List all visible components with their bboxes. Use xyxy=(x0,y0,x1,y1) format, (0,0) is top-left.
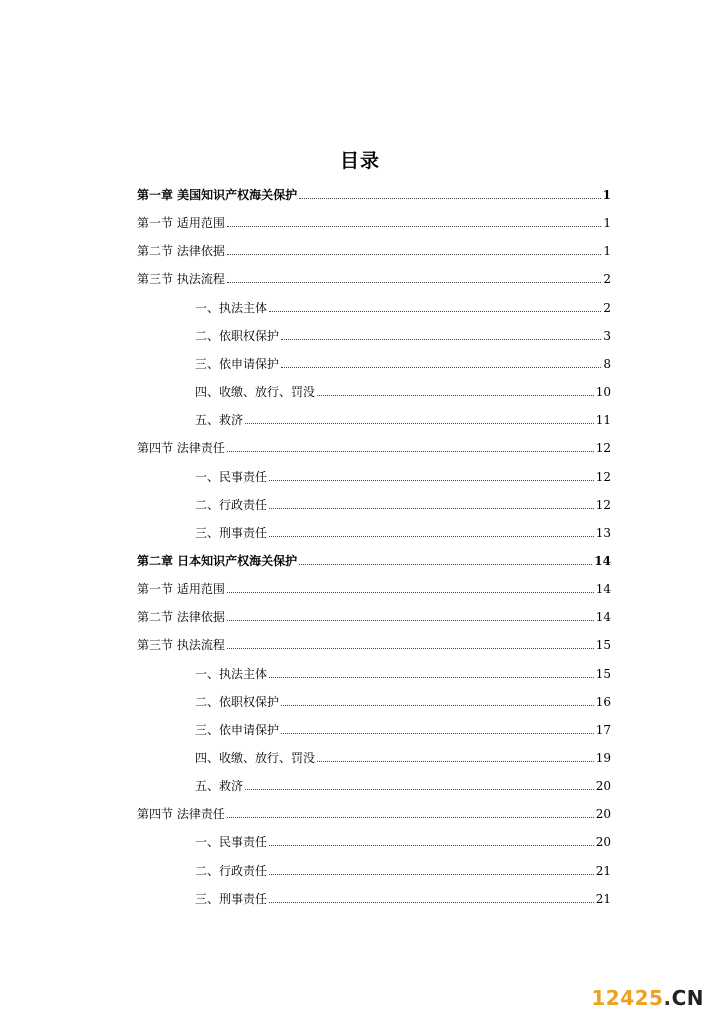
toc-subsection-entry[interactable] xyxy=(195,858,611,878)
toc-dot-leader xyxy=(269,311,601,312)
toc-subsection-entry[interactable] xyxy=(195,379,611,399)
toc-entry-label: 第一节 适用范围 xyxy=(137,216,225,230)
toc-subsection-entry[interactable] xyxy=(195,886,611,906)
toc-chapter-entry[interactable] xyxy=(137,548,611,568)
toc-entry-label: 第二节 法律依据 xyxy=(137,610,225,624)
toc-dot-leader xyxy=(299,564,592,565)
toc-dot-leader xyxy=(269,677,594,678)
toc-page-number: 16 xyxy=(595,695,611,709)
watermark-number: 12425 xyxy=(591,986,664,1010)
toc-entry-label: 二、行政责任 xyxy=(195,864,268,878)
toc-subsection-entry[interactable] xyxy=(195,351,611,371)
toc-entry-label: 第二节 法律依据 xyxy=(137,244,225,258)
toc-entry-label: 第一节 适用范围 xyxy=(137,582,225,596)
toc-section-entry[interactable] xyxy=(137,576,611,596)
toc-dot-leader xyxy=(245,789,594,790)
toc-page-number: 2 xyxy=(603,272,611,286)
toc-entry-label: 五、救济 xyxy=(195,779,244,793)
toc-subsection-entry[interactable] xyxy=(195,689,611,709)
toc-title: 目录 xyxy=(339,150,380,172)
toc-subsection-entry[interactable] xyxy=(195,520,611,540)
toc-page-number: 3 xyxy=(603,329,611,343)
toc-subsection-entry[interactable] xyxy=(195,661,611,681)
toc-dot-leader xyxy=(227,817,594,818)
toc-entry-label: 一、执法主体 xyxy=(195,301,268,315)
toc-dot-leader xyxy=(269,902,594,903)
toc-page-number: 20 xyxy=(595,807,611,821)
toc-subsection-entry[interactable] xyxy=(195,295,611,315)
toc-page-number: 1 xyxy=(603,216,611,230)
toc-entry-label: 二、行政责任 xyxy=(195,498,268,512)
toc-entry-label: 四、收缴、放行、罚没 xyxy=(195,385,316,399)
toc-section-entry[interactable] xyxy=(137,266,611,286)
toc-entry-label: 一、民事责任 xyxy=(195,835,268,849)
toc-page-number: 15 xyxy=(595,667,611,681)
toc-subsection-entry[interactable] xyxy=(195,745,611,765)
toc-dot-leader xyxy=(269,480,594,481)
toc-page-number: 14 xyxy=(595,582,611,596)
toc-section-entry[interactable] xyxy=(137,435,611,455)
toc-entry-label: 三、依申请保护 xyxy=(195,723,280,737)
toc-subsection-entry[interactable] xyxy=(195,492,611,512)
toc-page-number: 12 xyxy=(595,470,611,484)
toc-subsection-entry[interactable] xyxy=(195,407,611,427)
toc-entry-label: 二、依职权保护 xyxy=(195,329,280,343)
toc-page-number: 8 xyxy=(603,357,611,371)
toc-entry-label: 三、依申请保护 xyxy=(195,357,280,371)
toc-subsection-entry[interactable] xyxy=(195,717,611,737)
toc-dot-leader xyxy=(245,423,594,424)
toc-entry-label: 二、依职权保护 xyxy=(195,695,280,709)
toc-page-number: 12 xyxy=(595,441,611,455)
toc-dot-leader xyxy=(269,536,594,537)
toc-dot-leader xyxy=(227,226,602,227)
toc-subsection-entry[interactable] xyxy=(195,323,611,343)
toc-subsection-entry[interactable] xyxy=(195,464,611,484)
watermark-suffix: CN xyxy=(671,986,704,1010)
toc-page-number: 12 xyxy=(595,498,611,512)
toc-entry-label: 第三节 执法流程 xyxy=(137,638,225,652)
toc-page-number: 14 xyxy=(595,610,611,624)
toc-dot-leader xyxy=(269,508,594,509)
toc-section-entry[interactable] xyxy=(137,801,611,821)
toc-entry-label: 第一章 美国知识产权海关保护 xyxy=(137,188,298,202)
toc-page-number: 19 xyxy=(595,751,611,765)
toc-page-number: 20 xyxy=(595,835,611,849)
toc-entry-label: 第二章 日本知识产权海关保护 xyxy=(137,554,298,568)
toc-dot-leader xyxy=(281,339,601,340)
toc-dot-leader xyxy=(299,198,600,199)
toc-dot-leader xyxy=(227,620,594,621)
toc-dot-leader xyxy=(317,761,594,762)
toc-page-number: 2 xyxy=(603,301,611,315)
toc-dot-leader xyxy=(317,395,594,396)
toc-entry-label: 第四节 法律责任 xyxy=(137,441,225,455)
toc-dot-leader xyxy=(281,367,601,368)
toc-dot-leader xyxy=(281,705,594,706)
toc-entry-label: 三、刑事责任 xyxy=(195,892,268,906)
toc-section-entry[interactable] xyxy=(137,238,611,258)
toc-dot-leader xyxy=(227,282,602,283)
toc-entry-label: 第三节 执法流程 xyxy=(137,272,225,286)
toc-dot-leader xyxy=(227,592,594,593)
toc-subsection-entry[interactable] xyxy=(195,829,611,849)
toc-entry-label: 三、刑事责任 xyxy=(195,526,268,540)
watermark-dot: . xyxy=(663,986,672,1010)
toc-entry-label: 第四节 法律责任 xyxy=(137,807,225,821)
toc-page-number: 13 xyxy=(595,526,611,540)
toc-page-number: 17 xyxy=(595,723,611,737)
toc-page-number: 1 xyxy=(603,244,611,258)
toc-section-entry[interactable] xyxy=(137,210,611,230)
toc-dot-leader xyxy=(281,733,594,734)
toc-page-number: 11 xyxy=(595,413,611,427)
toc-page-number: 21 xyxy=(595,864,611,878)
toc-dot-leader xyxy=(269,845,594,846)
site-watermark-logo xyxy=(591,986,704,1010)
toc-page-number: 15 xyxy=(595,638,611,652)
toc-page-number: 1 xyxy=(602,188,611,202)
toc-page-number: 20 xyxy=(595,779,611,793)
toc-entry-label: 一、民事责任 xyxy=(195,470,268,484)
toc-page-number: 21 xyxy=(595,892,611,906)
toc-section-entry[interactable] xyxy=(137,632,611,652)
toc-dot-leader xyxy=(227,254,602,255)
toc-page-number: 14 xyxy=(594,554,611,568)
toc-entry-label: 五、救济 xyxy=(195,413,244,427)
toc-chapter-entry[interactable] xyxy=(137,182,611,202)
toc-dot-leader xyxy=(227,648,594,649)
toc-entry-label: 一、执法主体 xyxy=(195,667,268,681)
toc-page-number: 10 xyxy=(595,385,611,399)
toc-subsection-entry[interactable] xyxy=(195,773,611,793)
toc-dot-leader xyxy=(269,874,594,875)
toc-entry-label: 四、收缴、放行、罚没 xyxy=(195,751,316,765)
toc-dot-leader xyxy=(227,451,594,452)
toc-section-entry[interactable] xyxy=(137,604,611,624)
